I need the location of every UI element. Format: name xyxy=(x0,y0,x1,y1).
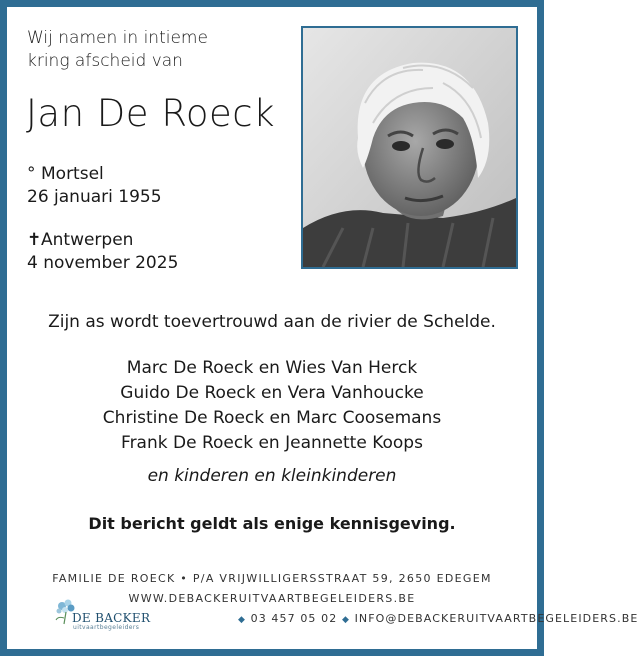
birth-info xyxy=(27,163,162,209)
diamond-icon: ◆ xyxy=(341,615,350,625)
family-member: Marc De Roeck en Wies Van Herck xyxy=(126,358,418,378)
ashes-text: Zijn as wordt toevertrouwd aan de rivier de Schelde. xyxy=(48,312,496,332)
footer-email[interactable]: INFO@DEBACKERUITVAARTBEGELEIDERS.BE xyxy=(354,612,638,625)
logo-subtitle: uitvaartbegeleiders xyxy=(73,624,140,631)
deceased-name: Jan De Roeck xyxy=(26,92,276,135)
intro-line-2: kring afscheid van xyxy=(27,51,183,71)
birth-place: Mortsel xyxy=(41,164,104,184)
death-date: 4 november 2025 xyxy=(27,253,179,273)
logo-name: DE BACKER xyxy=(72,611,151,625)
family-list xyxy=(0,356,544,456)
birth-symbol: ° xyxy=(27,164,36,184)
birth-date: 26 januari 1955 xyxy=(27,187,162,207)
family-member: Frank De Roeck en Jeannette Koops xyxy=(121,433,423,453)
footer-website[interactable]: WWW.DEBACKERUITVAARTBEGELEIDERS.BE xyxy=(128,592,416,605)
death-place: Antwerpen xyxy=(41,230,134,250)
cross-icon: ✝ xyxy=(27,230,42,250)
notice-text: Dit bericht geldt als enige kennisgeving. xyxy=(88,514,456,533)
diamond-icon: ◆ xyxy=(238,615,247,625)
intro-line-1: Wij namen in intieme xyxy=(27,28,208,48)
footer-phone[interactable]: 03 457 05 02 xyxy=(250,612,338,625)
family-member: Guido De Roeck en Vera Vanhoucke xyxy=(120,383,424,403)
death-info xyxy=(27,229,178,275)
footer-contact xyxy=(238,612,638,625)
kids-line: en kinderen en kleinkinderen xyxy=(147,466,397,486)
portrait-photo xyxy=(301,26,518,269)
family-member: Christine De Roeck en Marc Coosemans xyxy=(102,408,442,428)
intro-text xyxy=(27,27,208,73)
portrait-illustration xyxy=(303,28,516,267)
footer-address: FAMILIE DE ROECK • P/A VRIJWILLIGERSSTRAAT 59, 2650 EDEGEM xyxy=(52,572,492,585)
